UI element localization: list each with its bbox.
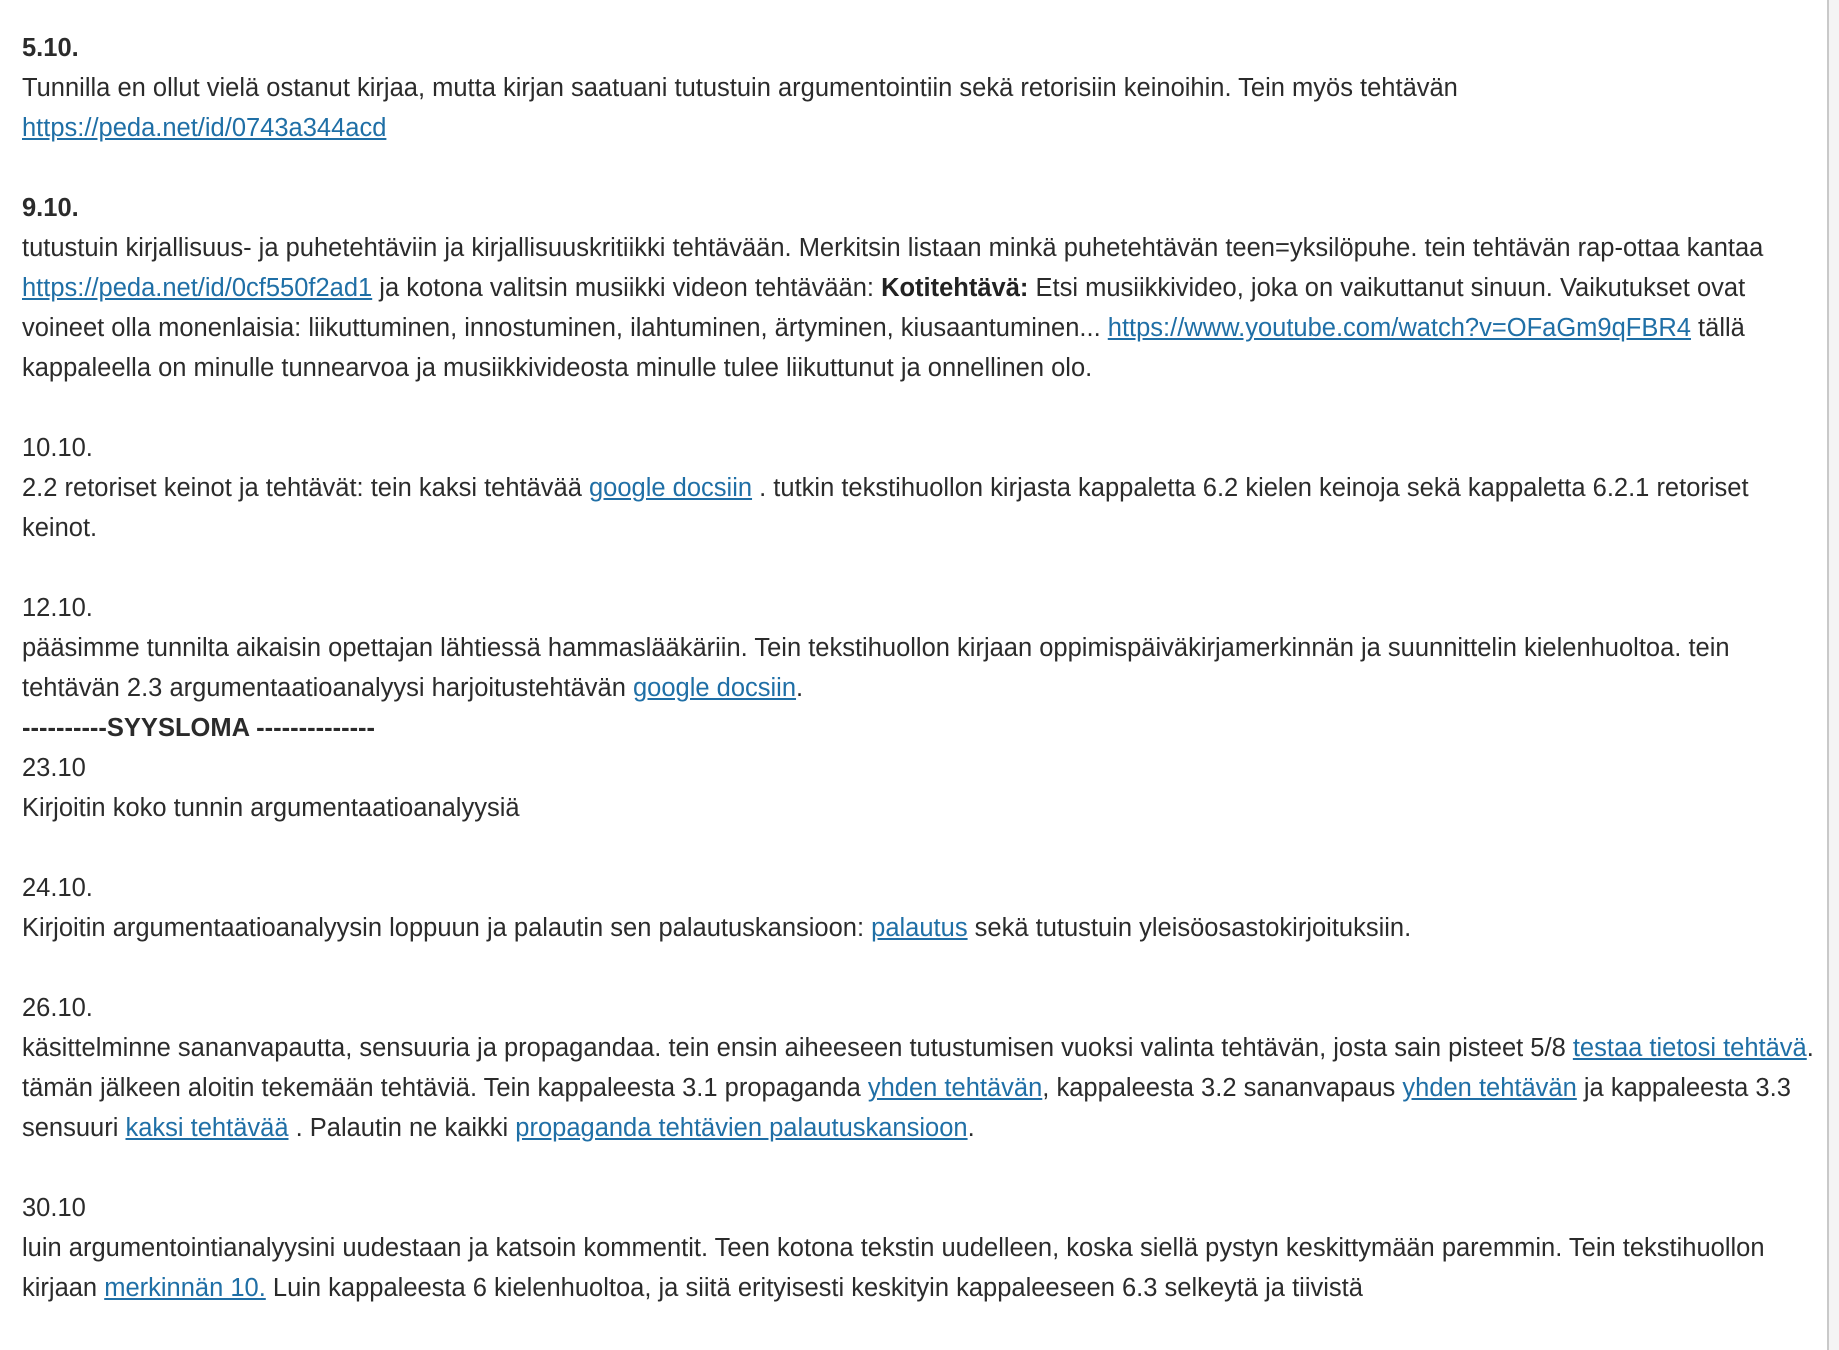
entry-text: , kappaleesta 3.2 sananvapaus	[1042, 1074, 1403, 1102]
autumn-break-separator: ----------SYYSLOMA --------------	[22, 714, 376, 742]
propaganda-task-link[interactable]: yhden tehtävän	[867, 1074, 1043, 1102]
google-docs-link[interactable]: google docsiin	[589, 474, 753, 502]
entry-body	[22, 468, 1822, 548]
quiz-task-link[interactable]: testaa tietosi tehtävä	[1572, 1034, 1807, 1062]
entry-text: Kirjoitin argumentaatioanalyysin loppuun ja palautin sen palautuskansioon:	[22, 914, 872, 942]
peda-link[interactable]: https://peda.net/id/0cf550f2ad1	[22, 274, 373, 302]
entry-text: Luin kappaleesta 6 kielenhuoltoa, ja siitä erityisesti keskityin kappaleeseen 6.3 selkeytä ja tiivistä	[265, 1274, 1363, 1302]
learning-diary	[22, 28, 1822, 1308]
entry-text: luin argumentointianalyysini uudestaan ja katsoin kommentit. Teen kotona tekstin uudelleen, koska siellä pystyn keskittymään paremmin. Tein tekstihuollon kirjaan	[22, 1234, 1765, 1302]
entry-body	[22, 908, 1822, 948]
entry-body	[22, 1228, 1822, 1308]
entry-body: Kirjoitin koko tunnin argumentaatioanalyysiä	[22, 794, 520, 822]
diary-entry-24-10	[22, 868, 1822, 948]
entry-body	[22, 628, 1822, 708]
entry-text: tutustuin kirjallisuus- ja puhetehtäviin ja kirjallisuuskritiikki tehtävään. Merkitsin listaan minkä puhetehtävän teen=yksilöpuhe. tein tehtävän rap-ottaa kantaa	[22, 234, 1764, 262]
entry-text: ja kotona valitsin musiikki videon tehtävään:	[372, 274, 882, 302]
entry-text: tällä kappaleella on minulle tunnearvoa ja musiikkivideosta minulle tulee liikuttunut ja onnellinen olo.	[22, 314, 1745, 382]
youtube-link[interactable]: https://www.youtube.com/watch?v=OFaGm9qFBR4	[1107, 314, 1691, 342]
diary-entry-10-10	[22, 428, 1822, 548]
propaganda-return-folder-link[interactable]: propaganda tehtävien palautuskansioon	[515, 1114, 968, 1142]
google-docs-link[interactable]: google docsiin	[632, 674, 797, 702]
entry-text: Tunnilla en ollut vielä ostanut kirjaa, mutta kirjan saatuani tutustuin argumentointiin sekä retorisiin keinoihin. Tein myös tehtävän	[22, 74, 1458, 102]
entry-text: käsittelminne sananvapautta, sensuuria ja propagandaa. tein ensin aiheeseen tutustumisen vuoksi valinta tehtävän, josta sain pisteet 5/8	[22, 1034, 1573, 1062]
return-folder-link[interactable]: palautus	[871, 914, 968, 942]
diary-entry-9-10	[22, 188, 1822, 388]
entry-text: pääsimme tunnilta aikaisin opettajan lähtiessä hammaslääkäriin. Tein tekstihuollon kirjaan oppimispäiväkirjamerkinnän ja suunnittelin kielenhuoltoa. tein tehtävän 2.3 argumentaatioanalyysi harjoitustehtävän	[22, 634, 1730, 702]
scrollbar[interactable]	[1827, 0, 1839, 1350]
entry-text: .	[967, 1114, 975, 1142]
entry-date: 10.10.	[22, 434, 93, 462]
entry-date: 12.10.	[22, 594, 93, 622]
entry-text: . Palautin ne kaikki	[288, 1114, 516, 1142]
entry-text: 2.2 retoriset keinot ja tehtävät: tein kaksi tehtävää	[22, 474, 589, 502]
entry-text: Etsi musiikkivideo, joka on vaikuttanut sinuun. Vaikutukset ovat voineet olla monenlaisia: liikuttuminen, innostuminen, ilahtuminen, ärtyminen, kiusaantuminen...	[22, 274, 1746, 342]
entry-date: 23.10	[22, 754, 86, 782]
entry-body	[22, 228, 1822, 388]
entry-text: sekä tutustuin yleisöosastokirjoituksiin.	[967, 914, 1412, 942]
entry-date: 5.10.	[22, 34, 79, 62]
diary-entry-23-10	[22, 748, 1822, 828]
entry-text: . tämän jälkeen aloitin tekemään tehtäviä. Tein kappaleesta 3.1 propaganda	[22, 1034, 1814, 1102]
diary-entry-5-10	[22, 28, 1822, 148]
entry-body	[22, 1028, 1822, 1148]
homework-label: Kotitehtävä:	[881, 274, 1029, 302]
entry-date: 30.10	[22, 1194, 86, 1222]
entry-text: ja kappaleesta 3.3 sensuuri	[22, 1074, 1791, 1142]
diary-entry-12-10	[22, 588, 1822, 748]
entry-text: .	[796, 674, 804, 702]
peda-link[interactable]: https://peda.net/id/0743a344acd	[22, 114, 387, 142]
entry-text: . tutkin tekstihuollon kirjasta kappaletta 6.2 kielen keinoja sekä kappaletta 6.2.1 retoriset keinot.	[22, 474, 1749, 542]
diary-entry-30-10	[22, 1188, 1822, 1308]
free-speech-task-link[interactable]: yhden tehtävän	[1402, 1074, 1577, 1102]
entry-date: 26.10.	[22, 994, 93, 1022]
censorship-tasks-link[interactable]: kaksi tehtävää	[125, 1114, 289, 1142]
entry-body	[22, 68, 1822, 148]
entry-10-link[interactable]: merkinnän 10.	[104, 1274, 266, 1302]
diary-entry-26-10	[22, 988, 1822, 1148]
entry-date: 9.10.	[22, 194, 79, 222]
entry-date: 24.10.	[22, 874, 93, 902]
